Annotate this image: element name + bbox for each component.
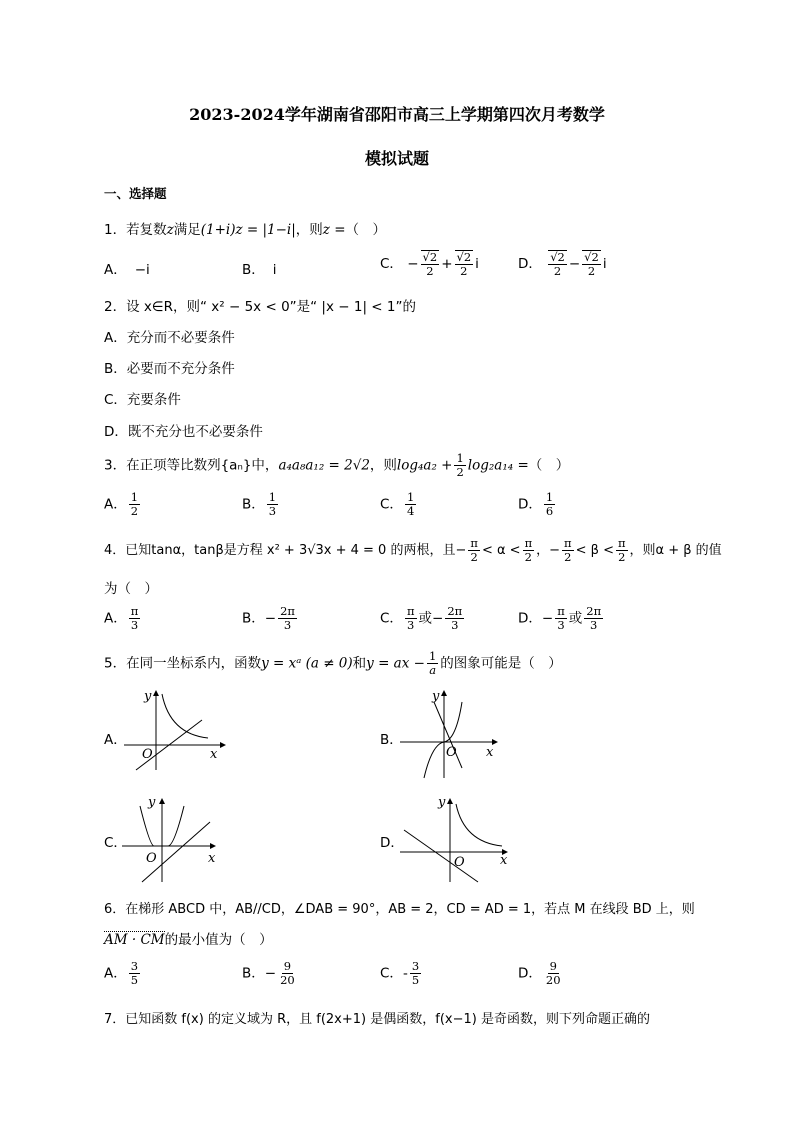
section-heading: 一、选择题 (104, 186, 167, 201)
q3-text: 在正项等比数列{aₙ}中， (126, 457, 279, 474)
option-sign: − (568, 256, 581, 273)
fraction: $\frac{√2}{2}$ (456, 250, 472, 279)
q4-option-d[interactable] (518, 605, 605, 632)
fraction: $\frac{9}{20}$ (280, 959, 295, 988)
option-label: B． (242, 965, 265, 982)
q4-text: < α < (481, 543, 521, 559)
axis-y-label: y (438, 795, 446, 810)
option-i: i (602, 256, 607, 273)
q3-expr: a₄a₈a₁₂ = 2√2 (278, 457, 370, 474)
question-7 (104, 1008, 650, 1027)
q3-option-b[interactable] (242, 491, 280, 518)
fraction: $\frac{1}{2}$ (130, 490, 139, 519)
option-label: D． (518, 965, 542, 982)
axis-x-label: x (208, 851, 216, 866)
origin-label: O (146, 851, 157, 866)
q5-graph-c[interactable] (118, 794, 224, 886)
q1-text: 若复数 (126, 222, 167, 238)
option-label: C． (380, 610, 403, 627)
origin-label: O (446, 745, 457, 760)
question-3 (104, 452, 569, 479)
q1-option-c[interactable] (380, 250, 479, 278)
option-label: C． (380, 256, 403, 273)
q1-option-b[interactable] (242, 258, 277, 278)
q5-text: 在同一坐标系内，函数 (126, 655, 262, 672)
fraction: $\frac{√2}{2}$ (550, 250, 565, 279)
q4-line2: 为（ ） (104, 581, 158, 597)
option-label: A． (104, 496, 127, 513)
q4-text: ， (536, 543, 550, 559)
option-sign: - (402, 965, 408, 982)
option-sign: − (432, 610, 444, 627)
fraction: $\frac{3}{5}$ (411, 959, 420, 988)
q5-expr: y = ax − (366, 655, 425, 672)
fraction: $\frac{9}{20}$ (545, 959, 561, 988)
q4-text: tanβ是方程 x² + 3√3x + 4 = 0 的两根，且 (194, 543, 456, 559)
q5-number: 5． (104, 655, 127, 672)
q1-paren: （ ） (345, 222, 387, 238)
q4-option-c[interactable] (380, 605, 466, 632)
fraction: $\frac{√2}{2}$ (584, 250, 599, 279)
option-label: B． (242, 262, 265, 278)
fraction: $\frac{1}{2}$ (456, 451, 464, 480)
q5-graph-a[interactable] (120, 688, 230, 772)
q4-text: 已知tanα， (125, 543, 195, 559)
option-label: D． (518, 610, 542, 627)
question-2 (104, 295, 416, 315)
option-sign: − (264, 965, 277, 982)
q6-number: 6． (104, 902, 126, 917)
option-sign: − (264, 610, 277, 627)
q5-option-d-label[interactable]: D． (380, 835, 404, 851)
q5-graph-d[interactable] (398, 794, 512, 884)
question-1 (104, 218, 386, 238)
q5-text: 的图象可能是（ ） (440, 655, 562, 672)
q6-option-a[interactable] (104, 960, 142, 987)
page-subtitle: 模拟试题 (364, 149, 429, 168)
q3-text: ，则 (369, 457, 397, 474)
q6-line2 (104, 928, 273, 948)
fraction: $\frac{2\pi}{3}$ (280, 604, 295, 633)
origin-label: O (454, 855, 465, 870)
option-or: 或 (568, 610, 583, 627)
q2-number: 2． (104, 299, 127, 315)
q1-text: ，则 (295, 222, 323, 238)
fraction: $\frac{\pi}{2}$ (470, 536, 478, 565)
fraction: $\frac{\pi}{3}$ (130, 604, 139, 633)
fraction: $\frac{\pi}{2}$ (524, 536, 533, 565)
option-value: i (272, 262, 277, 278)
axis-y-label: y (144, 689, 152, 704)
q4-sign: − (549, 543, 561, 559)
q6-text: 的最小值为（ ） (164, 932, 273, 948)
q6-option-c[interactable] (380, 960, 423, 987)
q2-option-d[interactable]: D．既不充分也不必要条件 (104, 424, 263, 440)
origin-label: O (142, 747, 153, 762)
option-value: −i (134, 262, 150, 278)
q2-option-c[interactable]: C．充要条件 (104, 392, 181, 408)
question-6 (104, 898, 695, 917)
q6-text: 在梯形 ABCD 中，AB//CD，∠DAB = 90°，AB = 2，CD = AD = 1，若点 M 在线段 BD 上，则 (125, 902, 695, 917)
q4-option-a[interactable] (104, 605, 142, 632)
q5-option-b-label[interactable]: B． (380, 732, 403, 748)
fraction: $\frac{1}{6}$ (545, 490, 554, 519)
q6-vector-expr: AM · CM (104, 932, 165, 948)
question-5 (104, 650, 562, 677)
q3-option-d[interactable] (518, 491, 557, 518)
option-sign: + (441, 256, 453, 273)
q5-option-c-label[interactable]: C． (104, 835, 127, 851)
option-label: D． (518, 496, 542, 513)
option-or: 或 (418, 610, 432, 627)
fraction: $\frac{\pi}{3}$ (406, 604, 415, 633)
q1-option-d[interactable] (518, 250, 607, 278)
fraction: $\frac{\pi}{2}$ (617, 536, 626, 565)
axis-y-label: y (432, 689, 440, 704)
option-label: A． (104, 262, 127, 278)
q1-expr: z = (322, 222, 346, 238)
q6-option-d[interactable] (518, 960, 565, 987)
q4-sign: − (455, 543, 467, 559)
fraction: $\frac{2\pi}{3}$ (586, 604, 602, 633)
q4-number: 4． (104, 543, 126, 559)
q3-option-c[interactable] (380, 491, 418, 518)
axis-x-label: x (210, 747, 218, 762)
fraction: $\frac{1}{4}$ (406, 490, 415, 519)
option-label: B． (242, 610, 265, 627)
option-sign: − (407, 256, 419, 273)
axis-x-label: x (486, 745, 494, 760)
q2-option-b[interactable]: B．必要而不充分条件 (104, 361, 235, 377)
q1-var: z (166, 222, 174, 238)
q1-expr: (1+i)z = |1−i| (200, 222, 296, 238)
q2-text: 设 x∈R，则“ x² − 5x < 0”是“ |x − 1| < 1”的 (126, 299, 416, 315)
q4-text: ，则α + β 的值 (629, 543, 722, 559)
q3-expr: log₂a₁₄ = (467, 457, 529, 474)
option-label: B． (242, 496, 265, 513)
q4-text: < β < (575, 543, 614, 559)
q1-number: 1． (104, 222, 127, 238)
axis-y-label: y (148, 795, 156, 810)
q7-number: 7． (104, 1012, 126, 1027)
q5-option-a-label[interactable]: A． (104, 732, 127, 748)
option-sign: − (541, 610, 554, 627)
fraction: $\frac{\pi}{2}$ (564, 536, 572, 565)
option-label: A． (104, 610, 127, 627)
option-label: D． (518, 256, 542, 273)
fraction: $\frac{3}{5}$ (130, 959, 139, 988)
q1-option-a[interactable] (104, 258, 150, 278)
q1-text: 满足 (173, 222, 201, 238)
fraction: $\frac{1}{3}$ (268, 490, 277, 519)
fraction: $\frac{2\pi}{3}$ (447, 604, 463, 633)
axis-x-label: x (500, 853, 508, 868)
option-label: C． (380, 496, 403, 513)
option-i: i (475, 256, 479, 273)
q7-text: 已知函数 f(x) 的定义域为 R，且 f(2x+1) 是偶函数，f(x−1) 是奇函数，则下列命题正确的 (125, 1012, 650, 1027)
page-title: 2023-2024学年湖南省邵阳市高三上学期第四次月考数学 (189, 105, 605, 124)
fraction: $\frac{\pi}{3}$ (557, 604, 565, 633)
fraction: $\frac{√2}{2}$ (422, 250, 438, 279)
q6-option-b[interactable] (242, 960, 299, 987)
q2-option-a[interactable]: A．充分而不必要条件 (104, 330, 235, 346)
option-label: A． (104, 965, 127, 982)
q3-option-a[interactable] (104, 491, 142, 518)
fraction: $\frac{1}{a}$ (428, 649, 437, 678)
q4-option-b[interactable] (242, 605, 299, 632)
q3-number: 3． (104, 457, 127, 474)
q5-text: 和 (352, 655, 367, 672)
q3-paren: （ ） (528, 457, 570, 474)
question-4 (104, 537, 722, 564)
q5-graph-b[interactable] (398, 688, 502, 780)
q3-expr: log₄a₂ + (396, 457, 453, 474)
option-label: C． (380, 965, 403, 982)
q5-expr: y = xᵃ (a ≠ 0) (261, 655, 353, 672)
